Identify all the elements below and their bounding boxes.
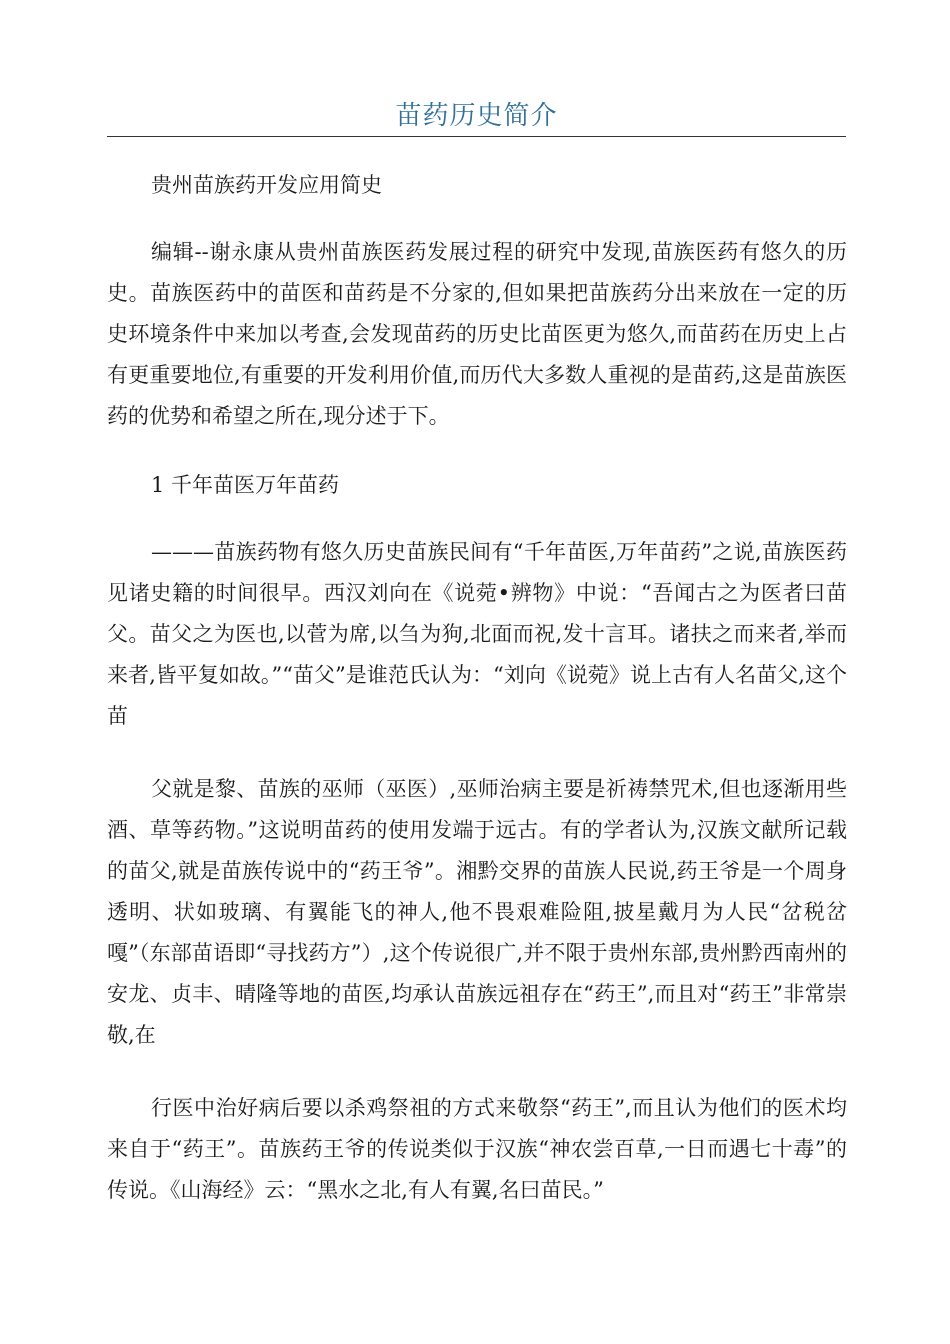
paragraph-medicine-king: 父就是黎、苗族的巫师（巫医）,巫师治病主要是祈祷禁咒术,但也逐渐用些酒、草等药物。”这说明苗药的使用发端于远古。有的学者认为,汉族文献所记载的苗父,就是苗族传说中的“药王爷”。湘黔交界的苗族人民说,药王爷是一个周身透明、状如玻璃、有翼能飞的神人,他不畏艰难险阻,披星戴月为人民“岔税岔嘎”（东部苗语即“寻找药方”）,这个传说很广,并不限于贵州东部,贵州黔西南州的安龙、贞丰、晴隆等地的苗医,均承认苗族远祖存在“药王”,而且对“药王”非常崇敬,在 (107, 777, 847, 1047)
document-title: 苗药历史简介 (395, 101, 558, 131)
title-bar (107, 96, 846, 137)
paragraph-history: ———苗族药物有悠久历史苗族民间有“千年苗医,万年苗药”之说,苗族医药见诸史籍的时间很早。西汉刘向在《说菀•辨物》中说：“吾闻古之为医者曰苗父。苗父之为医也,以菅为席,以刍为狗,北面而祝,发十言耳。诸扶之而来者,举而来者,皆平复如故。”“苗父”是谁范氏认为：“刘向《说菀》说上古有人名苗父,这个苗 (107, 540, 847, 728)
paragraph-intro: 编辑--谢永康从贵州苗族医药发展过程的研究中发现,苗族医药有悠久的历史。苗族医药中的苗医和苗药是不分家的,但如果把苗族药分出来放在一定的历史环境条件中来加以考查,会发现苗药的历史比苗医更为悠久,而苗药在历史上占有更重要地位,有重要的开发利用价值,而历代大多数人重视的是苗药,这是苗族医药的优势和希望之所在,现分述于下。 (107, 240, 847, 428)
paragraph-legend: 行医中治好病后要以杀鸡祭祖的方式来敬祭“药王”,而且认为他们的医术均来自于“药王”。苗族药王爷的传说类似于汉族“神农尝百草,一日而遇七十毒”的传说。《山海经》云：“黑水之北,有人有翼,名曰苗民。” (107, 1096, 847, 1202)
document-body (107, 165, 847, 1211)
section-heading: 1 千年苗医万年苗药 (151, 473, 340, 497)
section-subtitle: 贵州苗族药开发应用简史 (151, 173, 382, 197)
